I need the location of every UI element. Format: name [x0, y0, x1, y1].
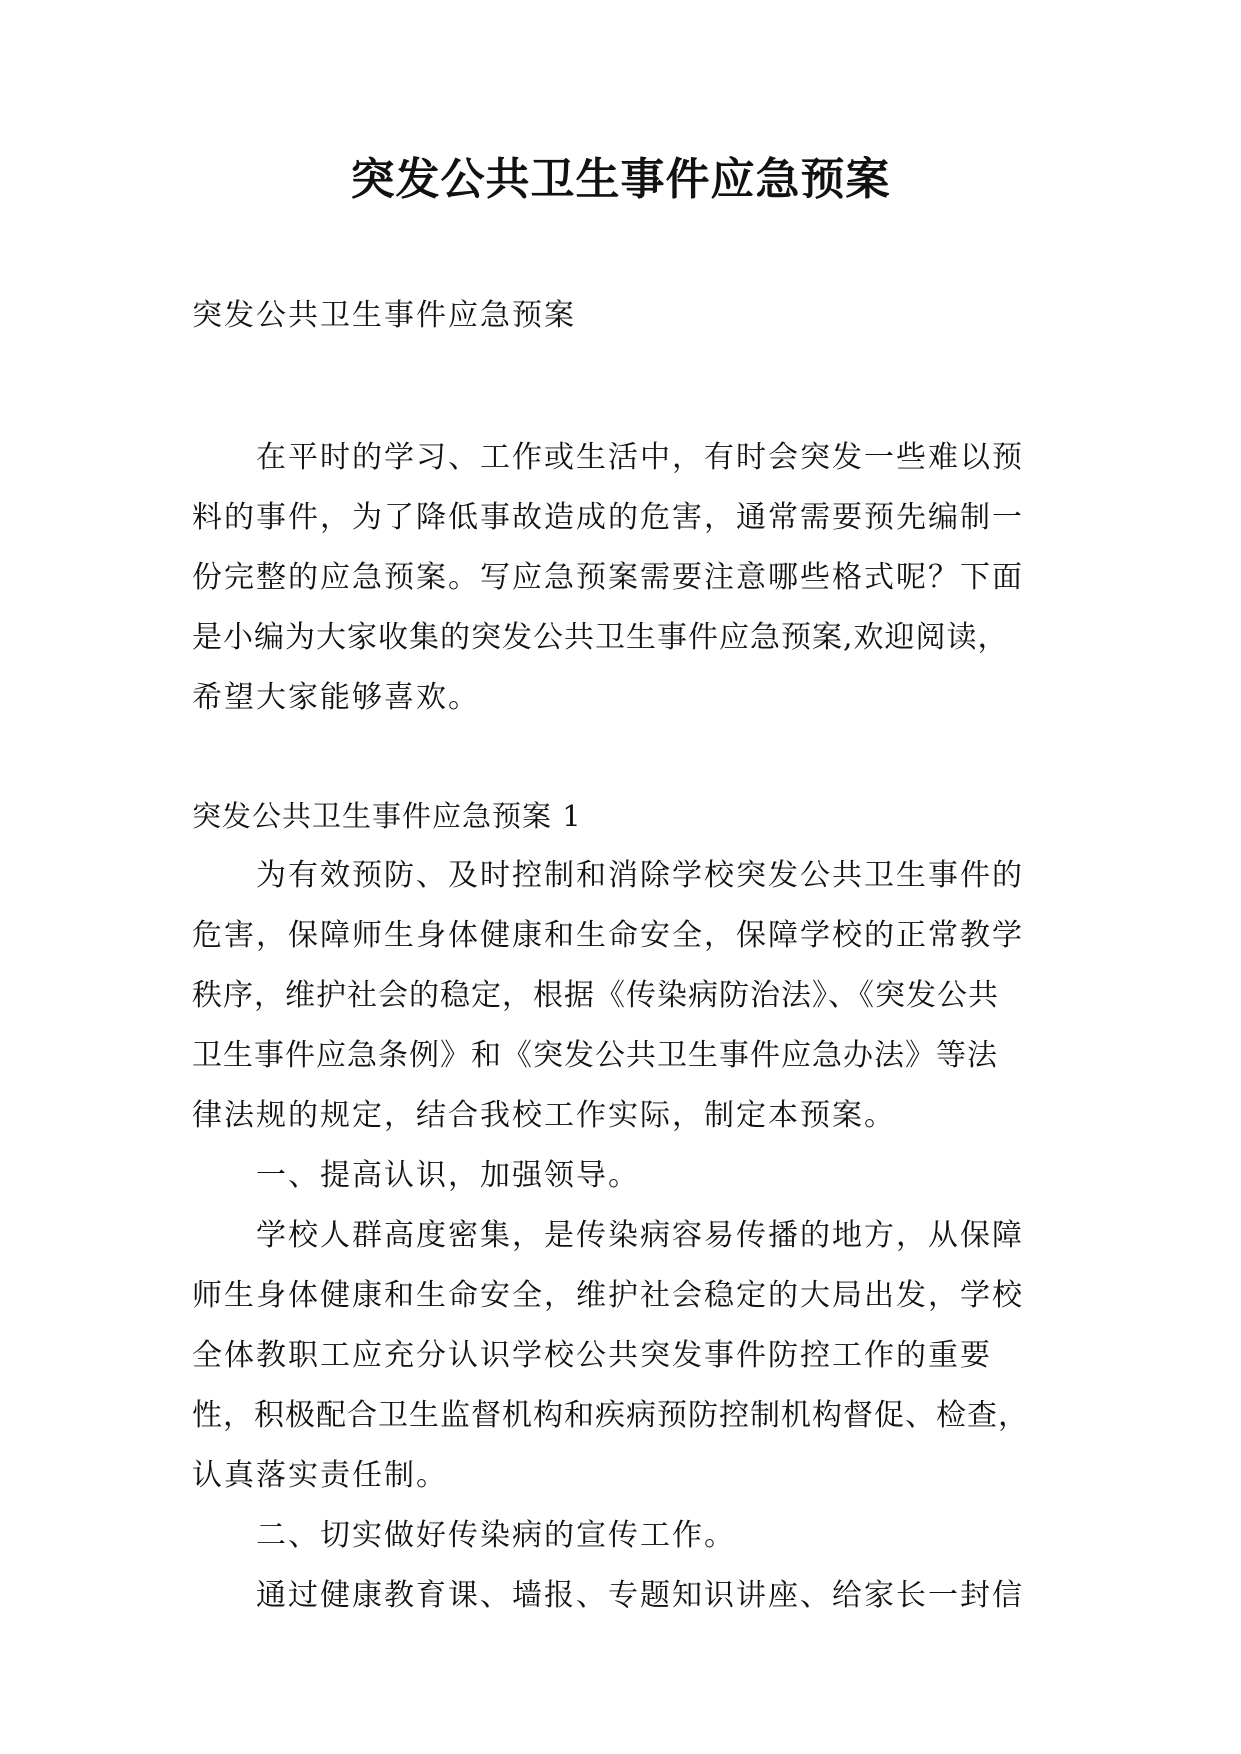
paragraph-line: 秩序，维护社会的稳定，根据《传染病防治法》、《突发公共	[192, 978, 999, 1013]
item-heading: 二、切实做好传染病的宣传工作。	[256, 1518, 736, 1553]
paragraph-line: 份完整的应急预案。写应急预案需要注意哪些格式呢？下面	[192, 560, 1024, 595]
paragraph-line: 希望大家能够喜欢。	[192, 680, 480, 715]
item2-paragraph	[192, 1566, 1052, 1626]
paragraph-line: 律法规的规定，结合我校工作实际，制定本预案。	[192, 1098, 896, 1133]
paragraph-line: 师生身体健康和生命安全，维护社会稳定的大局出发，学校	[192, 1278, 1024, 1313]
document-body	[192, 286, 1052, 1626]
section1-paragraph	[192, 846, 1052, 1146]
spacer	[192, 346, 1052, 428]
paragraph-line: 认真落实责任制。	[192, 1458, 448, 1493]
document-subtitle: 突发公共卫生事件应急预案	[192, 298, 576, 333]
paragraph-line: 学校人群高度密集，是传染病容易传播的地方，从保障	[256, 1218, 1024, 1253]
paragraph-line: 全体教职工应充分认识学校公共突发事件防控工作的重要	[192, 1338, 992, 1373]
paragraph-line: 在平时的学习、工作或生活中，有时会突发一些难以预	[256, 440, 1024, 475]
paragraph-line: 性，积极配合卫生监督机构和疾病预防控制机构督促、检查，	[192, 1398, 1029, 1433]
spacer	[192, 728, 1052, 786]
paragraph-line: 为有效预防、及时控制和消除学校突发公共卫生事件的	[256, 858, 1024, 893]
item-heading: 一、提高认识，加强领导。	[256, 1158, 640, 1193]
paragraph-line: 卫生事件应急条例》和《突发公共卫生事件应急办法》等法	[192, 1038, 998, 1073]
paragraph-line: 是小编为大家收集的突发公共卫生事件应急预案,欢迎阅读，	[192, 620, 1009, 655]
paragraph-line: 危害，保障师生身体健康和生命安全，保障学校的正常教学	[192, 918, 1024, 953]
paragraph-line: 通过健康教育课、墙报、专题知识讲座、给家长一封信	[256, 1578, 1024, 1613]
intro-paragraph	[192, 428, 1052, 728]
item1-paragraph	[192, 1206, 1052, 1506]
section-heading: 突发公共卫生事件应急预案 1	[192, 799, 582, 833]
paragraph-line: 料的事件，为了降低事故造成的危害，通常需要预先编制一	[192, 500, 1024, 535]
document-title: 突发公共卫生事件应急预案	[350, 154, 891, 205]
